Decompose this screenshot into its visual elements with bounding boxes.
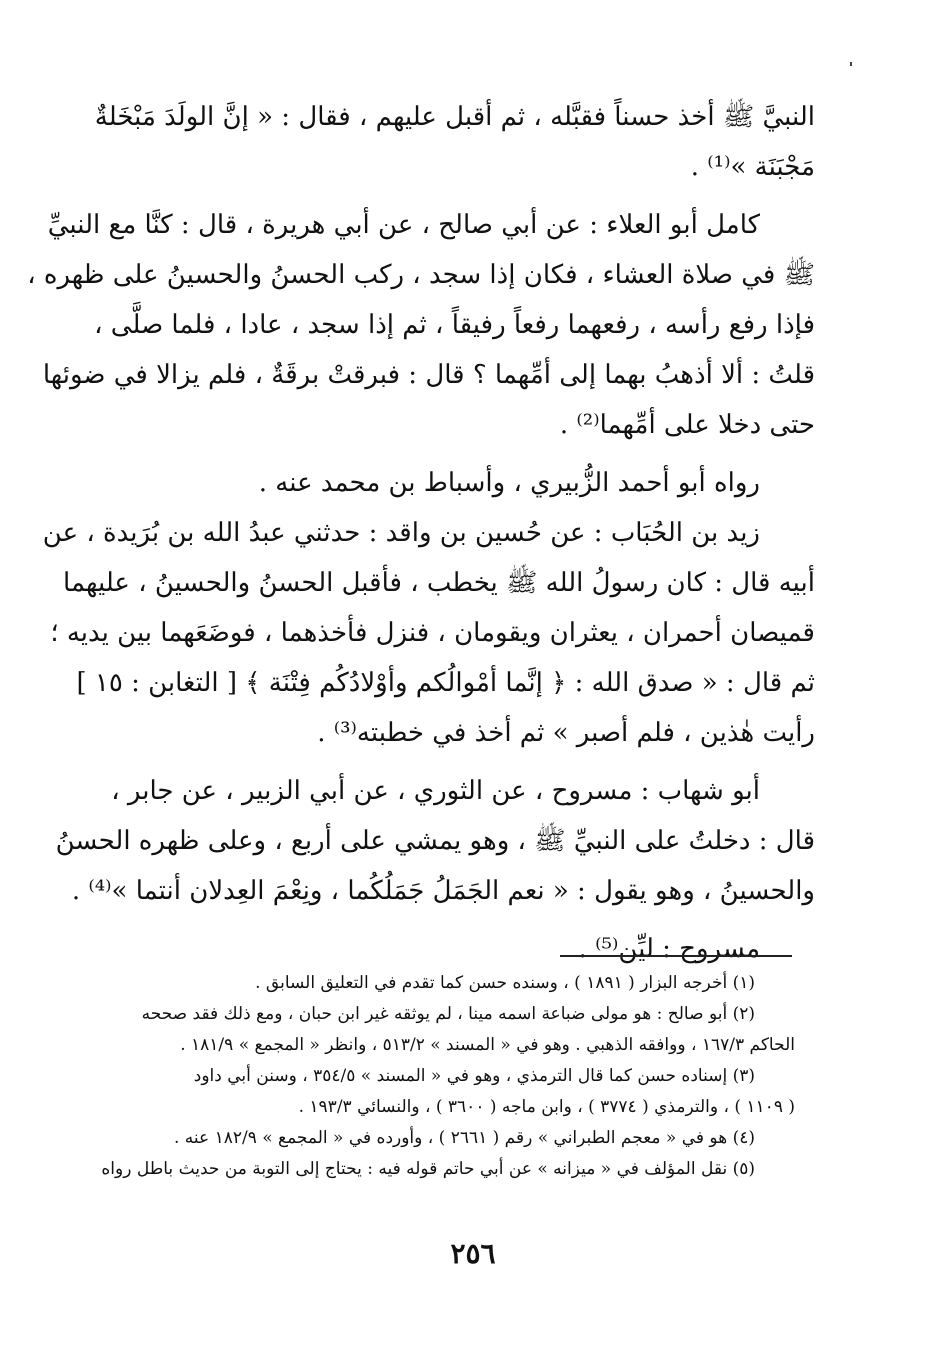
body-line: فإذا رفع رأسه ، رفعهما رفعاً رفيقاً ، ثم إذا سجد ، عادا ، فلما صلَّى ، — [94, 310, 815, 340]
body-line: حتى دخلا على أمِّهما⁽²⁾ . — [559, 410, 815, 440]
body-line: ثم قال : « صدق الله : ﴿ إنَّما أمْوالُكم وأوْلادُكُم فِتْنَة ﴾ [ التغابن : ١٥ ] — [76, 668, 815, 698]
body-line: مَجْبَنَة »⁽¹⁾ . — [690, 152, 815, 182]
body-line: رأيت هٰذين ، فلم أصبر » ثم أخذ في خطبته⁽³⁾ . — [317, 718, 815, 748]
body-line: أبو شهاب : مسروح ، عن الثوري ، عن أبي الزبير ، عن جابر ، — [111, 776, 760, 806]
scan-speck — [850, 62, 852, 66]
body-line: قميصان أحمران ، يعثران ويقومان ، فنزل فأخذهما ، فوضَعَهما بين يديه ؛ — [50, 618, 815, 648]
footnote-divider — [560, 955, 792, 957]
paragraph-gap — [125, 450, 815, 458]
body-line: النبيَّ ﷺ أخذ حسناً فقبَّله ، ثم أقبل عليهم ، فقال : « إنَّ الولَدَ مَبْخَلةٌ — [94, 102, 815, 132]
footnote-line: (٤) هو في « معجم الطبراني » رقم ( ٢٦٦١ ) ، وأورده في « المجمع » ١٨٢/٩ عنه . — [173, 1128, 755, 1148]
footnote-line: الحاكم ١٦٧/٣ ، ووافقه الذهبي . وهو في « المسند » ٥١٣/٢ ، وانظر « المجمع » ١٨١/٩ . — [180, 1035, 795, 1055]
page-number: ٢٥٦ — [450, 1237, 496, 1270]
paragraph-gap — [125, 916, 815, 924]
paragraph-gap — [125, 758, 815, 766]
footnotes — [101, 968, 795, 1185]
body-line: كامل أبو العلاء : عن أبي صالح ، عن أبي هريرة ، قال : كنَّا مع النبيِّ — [47, 210, 760, 240]
footnote-line: (٢) أبو صالح : هو مولى ضباعة اسمه مينا ، لم يوثقه غير ابن حبان ، ومع ذلك فقد صححه — [141, 1004, 755, 1024]
body-line: ﷺ في صلاة العشاء ، فكان إذا سجد ، ركب الحسنُ والحسينُ على ظهره ، — [27, 260, 815, 290]
footnote-line: (٥) نقل المؤلف في « ميزانه » عن أبي حاتم قوله فيه : يحتاج إلى التوبة من حديث باطل رواه — [101, 1159, 755, 1179]
body-line: زيد بن الحُبَاب : عن حُسين بن واقد : حدثني عبدُ الله بن بُرَيدة ، عن — [42, 518, 760, 548]
body-line: رواه أبو أحمد الزُّبيري ، وأسباط بن محمد عنه . — [258, 468, 760, 498]
main-text — [27, 92, 815, 974]
paragraph-gap — [125, 192, 815, 200]
body-line: أبيه قال : كان رسولُ الله ﷺ يخطب ، فأقبل الحسنُ والحسينُ ، عليهما — [63, 568, 815, 598]
body-line: قلتُ : ألا أذهبُ بهما إلى أمِّهما ؟ قال : فبرقتْ برقَةٌ ، فلم يزالا في ضوئها — [42, 360, 815, 390]
footnote-line: (٣) إسناده حسن كما قال الترمذي ، وهو في « المسند » ٣٥٤/٥ ، وسنن أبي داود — [193, 1066, 755, 1086]
footnote-line: ( ١١٠٩ ) ، والترمذي ( ٣٧٧٤ ) ، وابن ماجه ( ٣٦٠٠ ) ، والنسائي ١٩٣/٣ . — [298, 1097, 795, 1117]
body-line: قال : دخلتُ على النبيِّ ﷺ ، وهو يمشي على أربع ، وعلى ظهره الحسنُ — [55, 826, 815, 856]
body-line: مسروح : ليِّن⁽⁵⁾ . — [578, 934, 760, 964]
footnote-line: (١) أخرجه البزار ( ١٨٩١ ) ، وسنده حسن كما تقدم في التعليق السابق . — [255, 973, 755, 993]
body-line: والحسينُ ، وهو يقول : « نعم الجَمَلُ جَمَلُكُما ، ونِعْمَ العِدلان أنتما »⁽⁴⁾ . — [71, 876, 815, 906]
